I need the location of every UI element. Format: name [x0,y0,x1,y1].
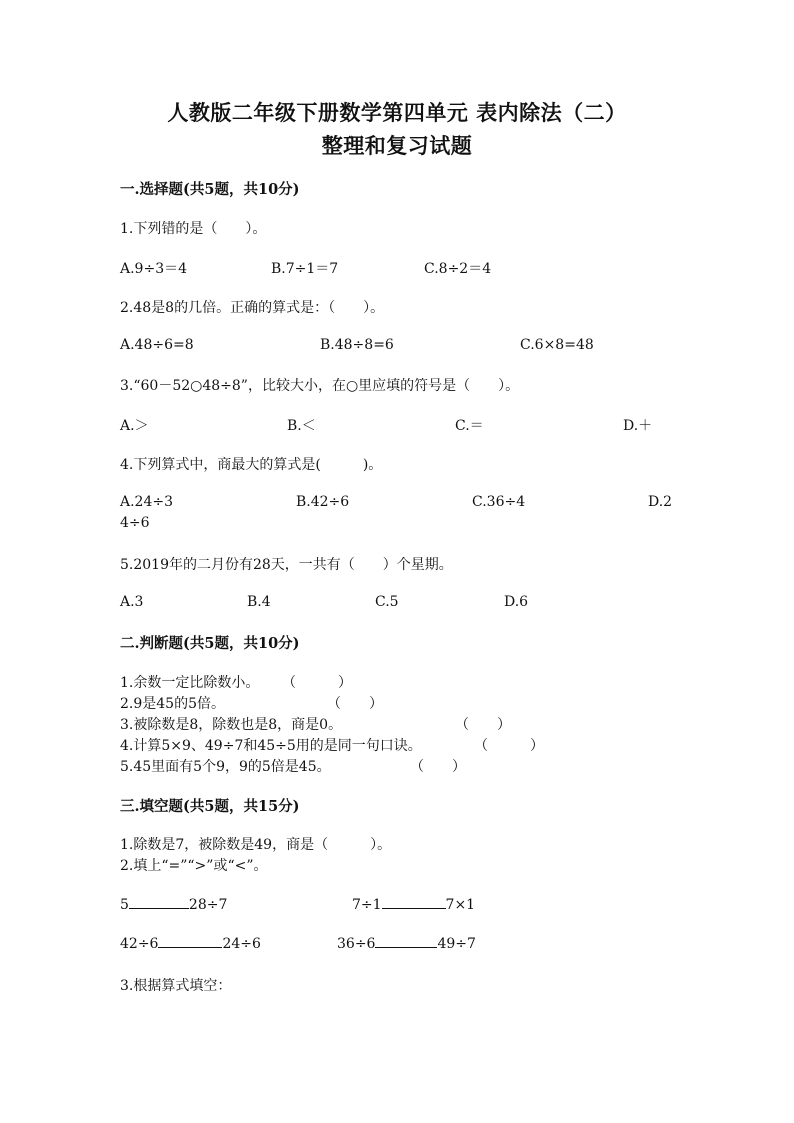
option-d: D.＋ [623,418,653,434]
option-b: B.7÷1＝7 [271,261,339,277]
fill-question: 3.根据算式填空： [120,978,232,994]
section-fill-heading: 三.填空题(共5题，共15分) [120,798,300,815]
option-a: A.9÷3＝4 [120,261,188,277]
section-choice-heading: 一.选择题(共5题，共10分) [120,181,300,198]
fill-question: 2.填上“=”“>”或“<”。 [120,858,268,874]
question-text: 3.“60－52○48÷8”，比较大小，在○里应填的符号是（ ）。 [120,378,520,394]
judge-item: 5.45里面有5个9，9的5倍是45。 [120,759,331,775]
answer-paren[interactable]: （ ） [410,759,466,775]
page-subtitle: 整理和复习试题 [321,133,473,158]
option-d-continued: 4÷6 [120,515,150,531]
compare-item [120,934,261,952]
option-d: D.6 [504,594,529,610]
judge-item: 1.余数一定比除数小。 [120,675,260,691]
page-title: 人教版二年级下册数学第四单元 表内除法（二） [167,100,627,125]
compare-left: 36÷6 [337,936,376,952]
compare-left: 7÷1 [352,897,382,913]
question-text: 1.下列错的是（ ）。 [120,221,267,237]
answer-blank[interactable] [129,895,189,909]
judge-item: 2.9是45的5倍。 [120,696,225,712]
question-text: 4.下列算式中，商最大的算式是( )。 [120,457,383,473]
compare-item [352,895,475,913]
option-a: A.3 [120,594,144,610]
compare-right: 7×1 [445,897,476,913]
option-b: B.＜ [287,418,316,434]
judge-item: 3.被除数是8，除数也是8，商是0。 [120,717,343,733]
section-judge-heading: 二.判断题(共5题，共10分) [120,635,300,652]
compare-right: 49÷7 [437,936,476,952]
compare-right: 24÷6 [222,936,261,952]
option-b: B.4 [247,594,271,610]
answer-paren[interactable]: （ ） [282,675,352,691]
option-a: A.＞ [120,418,149,434]
compare-left: 5 [120,897,129,913]
option-c: C.36÷4 [472,494,526,510]
option-d: D.2 [648,494,673,510]
option-c: C.8÷2＝4 [424,261,492,277]
option-c: C.5 [375,594,399,610]
answer-paren[interactable]: （ ） [327,696,383,712]
option-b: B.48÷8=6 [320,337,394,353]
answer-paren[interactable]: （ ） [455,717,511,733]
option-c: C.＝ [455,418,484,434]
option-a: A.48÷6=8 [120,337,194,353]
compare-right: 28÷7 [188,897,228,913]
answer-blank[interactable] [382,895,446,909]
compare-item [337,934,476,952]
fill-question: 1.除数是7，被除数是49，商是（ ）。 [120,837,392,853]
compare-item [120,895,227,913]
question-text: 2.48是8的几倍。正确的算式是：（ ）。 [120,300,385,316]
question-text: 5.2019年的二月份有28天，一共有（ ）个星期。 [120,557,453,573]
answer-blank[interactable] [375,934,437,948]
answer-paren[interactable]: （ ） [474,738,544,754]
answer-blank[interactable] [158,934,222,948]
option-c: C.6×8=48 [520,337,594,353]
option-b: B.42÷6 [296,494,350,510]
compare-left: 42÷6 [120,936,159,952]
judge-item: 4.计算5×9、49÷7和45÷5用的是同一句口诀。 [120,738,422,754]
option-a: A.24÷3 [120,494,174,510]
